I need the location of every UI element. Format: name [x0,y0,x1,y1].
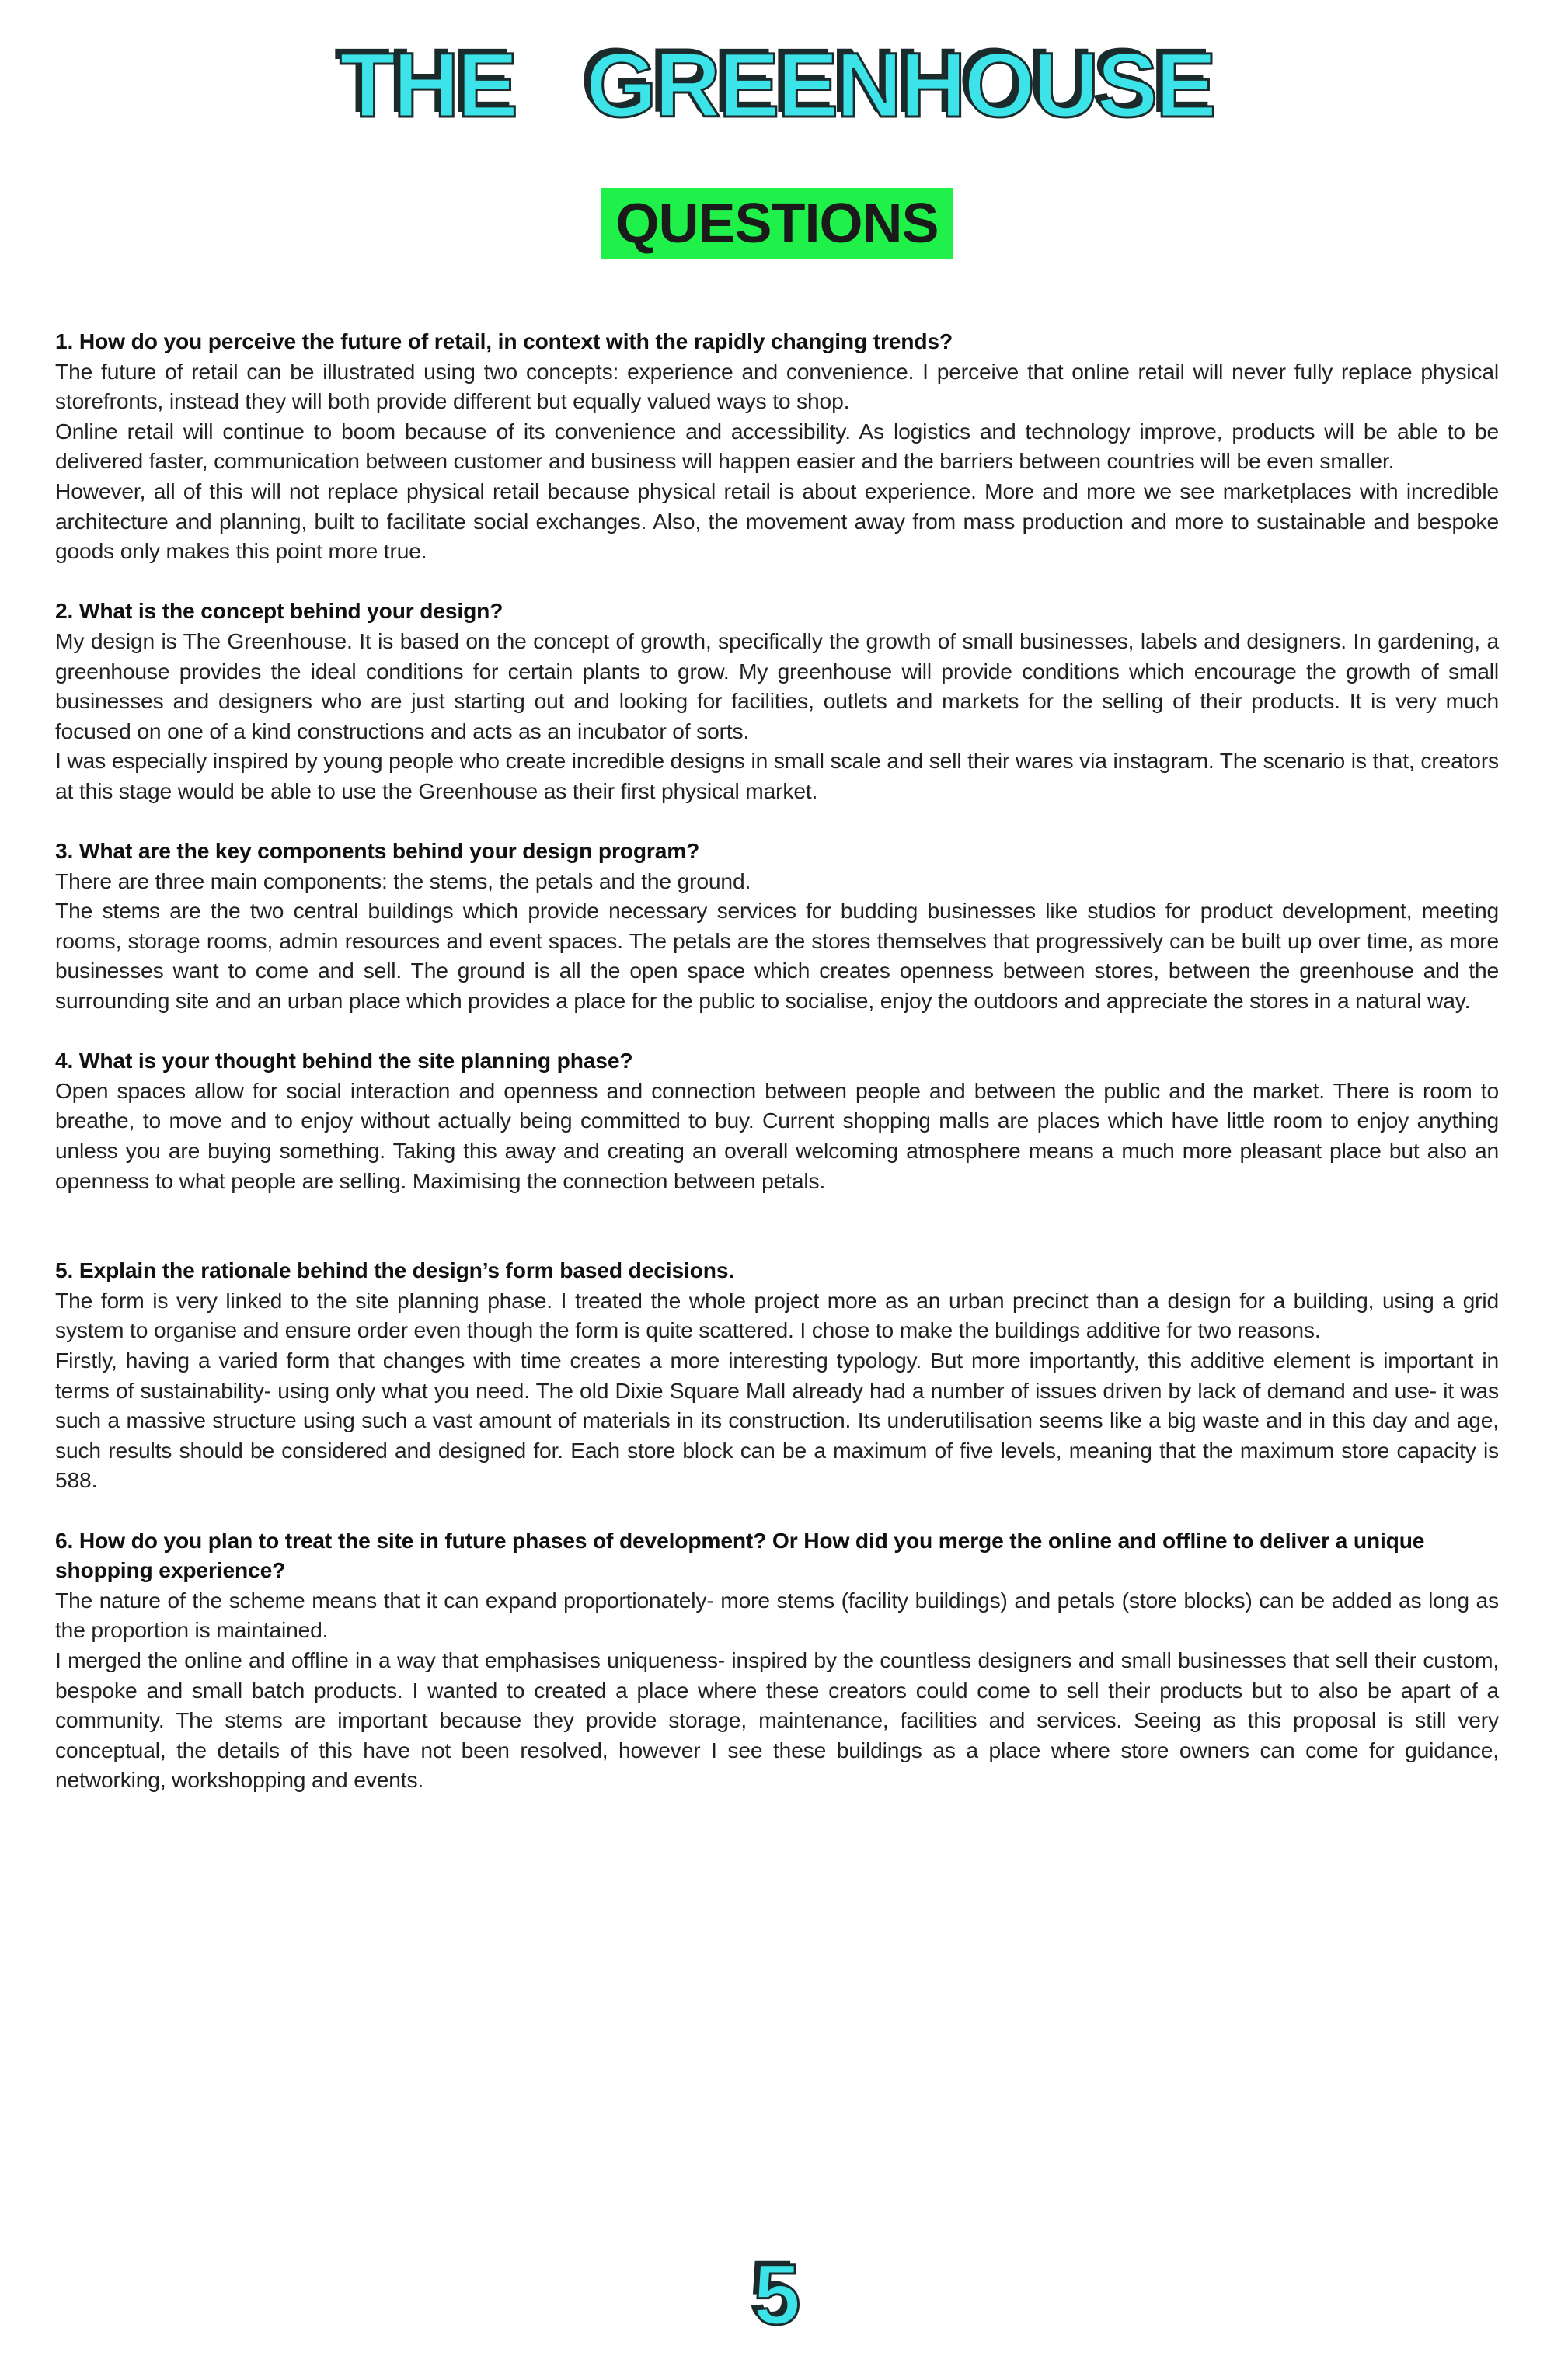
answer-paragraph: My design is The Greenhouse. It is based on the concept of growth, specifically the growth of small businesses, labels and designers. In gardening, a greenhouse provides the ideal conditions for certain plants to grow. My greenhouse will provide conditions which encourage the growth of small businesses and designers who are just starting out and looking for facilities, outlets and markets for the selling of their products. It is very much focused on one of a kind constructions and acts as an incubator of sorts. [55,628,1499,743]
question-heading: 2. What is the concept behind your design? [55,598,503,624]
question-block-2 [55,596,1499,806]
answer-paragraph: The form is very linked to the site planning phase. I treated the whole project more as an urban precinct than a design for a building, using a grid system to organise and ensure order even though the form is quite scattered. I chose to make the buildings additive for two reasons. [55,1287,1499,1343]
answer-paragraph: Firstly, having a varied form that changes with time creates a more interesting typology. But more importantly, this additive element is important in terms of sustainability- using only what you need. The old Dixie Square Mall already had a number of issues driven by lack of demand and use- it was such a massive structure using such a vast amount of materials in its construction. Its underutilisation seems like a big waste and in this day and age, such results should be considered and designed for. Each store block can be a maximum of five levels, meaning that the maximum store capacity is 588. [55,1348,1499,1493]
answer-paragraph: Online retail will continue to boom because of its convenience and accessibility. As logistics and technology improve, products will be able to be delivered faster, communication between customer and business will happen easier and the barriers between countries will be even smaller. [55,418,1499,474]
question-heading: 5. Explain the rationale behind the design’s form based decisions. [55,1258,735,1283]
answer-paragraph: I merged the online and offline in a way that emphasises uniqueness- inspired by the countless designers and small businesses that sell their custom, bespoke and small batch products. I wanted to created a place where these creators could come to sell their products but to also be apart of a community. The stems are important because they provide storage, maintenance, facilities and services. Seeing as this proposal is still very conceptual, the details of this have not been resolved, however I see these buildings as a place where store owners can come for guidance, networking, workshopping and events. [55,1647,1499,1793]
question-heading: 3. What are the key components behind your design program? [55,838,700,864]
question-heading: 1. How do you perceive the future of retail, in context with the rapidly changing trends? [55,329,953,353]
answer-paragraph: The nature of the scheme means that it can expand proportionately- more stems (facility buildings) and petals (store blocks) can be added as long as the proportion is maintained. [55,1587,1499,1643]
question-block-6 [55,1526,1499,1795]
question-block-3 [55,836,1499,1016]
questions-list [55,326,1499,1825]
section-badge: QUESTIONS [601,188,952,259]
question-block-5 [55,1255,1499,1495]
page-title: THE GREENHOUSE [339,34,1215,137]
answer-paragraph: The stems are the two central buildings which provide necessary services for budding businesses like studios for product development, meeting rooms, storage rooms, admin resources and event spaces. The petals are the stores themselves that progressively can be built up over time, as more businesses want to come and sell. The ground is all the open space which creates openness between stores, between the greenhouse and the surrounding site and an urban place which provides a place for the public to socialise, enjoy the outdoors and appreciate the stores in a natural way. [55,898,1499,1014]
answer-paragraph: There are three main components: the stems, the petals and the ground. [55,868,751,893]
answer-paragraph: The future of retail can be illustrated using two concepts: experience and convenience. I perceive that online retail will never fully replace physical storefronts, instead they will both provide different but equally valued ways to shop. [55,358,1499,414]
question-block-4 [55,1046,1499,1195]
question-heading: 6. How do you plan to treat the site in future phases of development? Or How did you merge the online and offline to deliver a unique shopping experience? [55,1527,1425,1583]
answer-paragraph: Open spaces allow for social interaction and openness and connection between people and between the public and the market. There is room to breathe, to move and to enjoy without actually being committed to buy. Current shopping malls are places which have little room to enjoy anything unless you are buying something. Taking this away and creating an overall welcoming atmosphere means a much more pleasant place but also an openness to what people are selling. Maximising the connection between petals. [55,1077,1499,1193]
section-badge-container [0,188,1554,259]
answer-paragraph: However, all of this will not replace physical retail because physical retail is about experience. More and more we see marketplaces with incredible architecture and planning, built to facilitate social exchanges. Also, the movement away from mass production and more to sustainable and bespoke goods only makes this point more true. [55,478,1499,564]
question-block-1 [55,326,1499,566]
question-heading: 4. What is your thought behind the site planning phase? [55,1048,633,1073]
answer-paragraph: I was especially inspired by young people who create incredible designs in small scale and sell their wares via instagram. The scenario is that, creators at this stage would be able to use the Greenhouse as their first physical market. [55,748,1499,803]
page-number: 5 [753,2247,801,2343]
